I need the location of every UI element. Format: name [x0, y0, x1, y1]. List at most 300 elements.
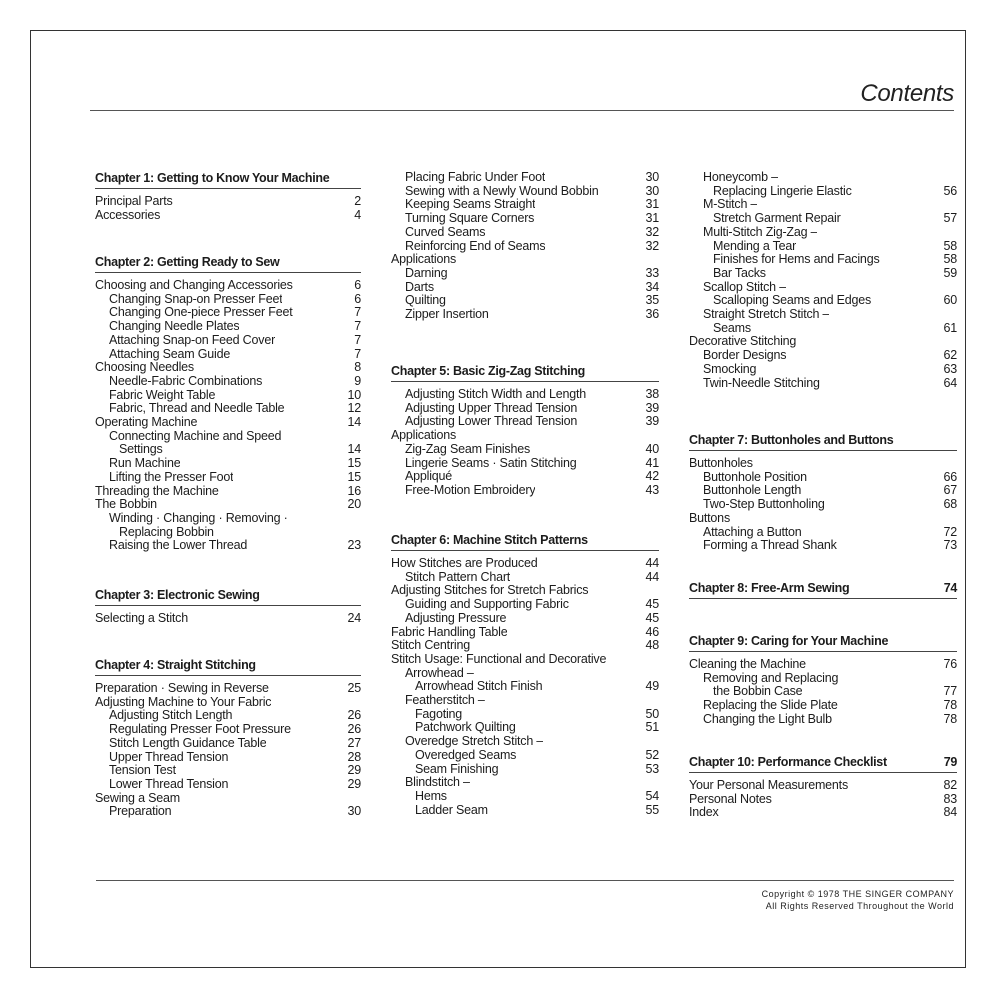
- toc-entry-page: 36: [645, 307, 659, 322]
- toc-entry-title: Adjusting Upper Thread Tension: [405, 401, 578, 415]
- toc-entry-title: Fagoting: [415, 707, 463, 721]
- chapter-heading-title: Chapter 5: Basic Zig-Zag Stitching: [391, 364, 585, 378]
- toc-entry-title: Arrowhead Stitch Finish: [415, 680, 543, 694]
- toc-entry-list: [95, 682, 361, 819]
- toc-entry-page: 7: [354, 332, 361, 347]
- toc-entry: [95, 471, 361, 485]
- toc-entry-page: 15: [347, 469, 361, 484]
- title-rule: [90, 110, 954, 111]
- toc-entry-title: Accessories: [95, 208, 161, 222]
- toc-entry-title: Multi-Stitch Zig-Zag –: [703, 225, 818, 239]
- toc-entry-title: Raising the Lower Thread: [109, 539, 248, 553]
- toc-entry-title: Scallop Stitch –: [703, 280, 786, 294]
- toc-entry-title: Smocking: [703, 362, 757, 376]
- chapter-heading-title: Chapter 3: Electronic Sewing: [95, 588, 260, 602]
- toc-entry-page: 78: [943, 711, 957, 726]
- toc-entry-title: Replacing Bobbin: [119, 525, 214, 539]
- toc-entry-title: Your Personal Measurements: [689, 779, 849, 792]
- toc-entry-title: The Bobbin: [95, 498, 157, 512]
- toc-entry: [95, 612, 361, 626]
- toc-entry-page: 38: [645, 387, 659, 401]
- toc-entry-title: Seams: [713, 321, 751, 335]
- toc-entry-title: Zig-Zag Seam Finishes: [405, 442, 531, 456]
- toc-entry-title: Adjusting Machine to Your Fabric: [95, 695, 272, 709]
- toc-entry-page: 66: [943, 469, 957, 484]
- toc-entry: [689, 198, 957, 212]
- toc-entry-title: Mending a Tear: [713, 239, 797, 253]
- toc-entry-page: 25: [347, 681, 361, 695]
- chapter-heading-page: 79: [943, 755, 957, 769]
- toc-entry-title: Twin-Needle Stitching: [703, 376, 820, 390]
- toc-entry-title: Personal Notes: [689, 792, 772, 806]
- toc-entry: [689, 281, 957, 295]
- toc-entry-page: 20: [347, 497, 361, 512]
- toc-entry-title: Quilting: [405, 294, 446, 308]
- toc-entry-title: Run Machine: [109, 457, 181, 471]
- toc-entry-title: How Stitches are Produced: [391, 557, 538, 570]
- toc-entry-title: Zipper Insertion: [405, 308, 489, 322]
- toc-entry-page: 15: [347, 456, 361, 471]
- toc-entry-title: Placing Fabric Under Foot: [405, 171, 546, 184]
- chapter-chapter-5: [391, 364, 659, 498]
- toc-entry-title: Settings: [119, 443, 163, 457]
- toc-entry: [391, 680, 659, 694]
- toc-entry-page: 30: [347, 804, 361, 819]
- toc-entry: [689, 484, 957, 498]
- toc-entry-page: 59: [943, 265, 957, 280]
- toc-entry-page: 2: [354, 194, 361, 208]
- toc-entry: [95, 696, 361, 710]
- toc-entry: [689, 685, 957, 699]
- toc-entry-page: 84: [943, 805, 957, 820]
- toc-entry: [391, 584, 659, 598]
- toc-entry-page: 52: [645, 747, 659, 762]
- toc-entry: [689, 335, 957, 349]
- toc-entry-page: 54: [645, 788, 659, 803]
- toc-entry-page: 78: [943, 698, 957, 713]
- toc-entry-title: Free-Motion Embroidery: [405, 483, 536, 497]
- toc-entry-page: 57: [943, 211, 957, 226]
- toc-entry: [689, 294, 957, 308]
- toc-entry: [391, 735, 659, 749]
- toc-entry-list: [689, 658, 957, 727]
- toc-entry-page: 82: [943, 778, 957, 792]
- toc-entry-title: Ladder Seam: [415, 803, 488, 817]
- toc-entry-page: 31: [645, 211, 659, 226]
- toc-entry-page: 6: [354, 278, 361, 292]
- toc-entry-title: Appliqué: [405, 470, 453, 484]
- toc-entry-title: Attaching Seam Guide: [109, 347, 231, 361]
- toc-entry-title: Changing Needle Plates: [109, 320, 240, 334]
- toc-entry-page: 67: [943, 483, 957, 498]
- toc-entry: [95, 526, 361, 540]
- toc-entry-page: 56: [943, 183, 957, 198]
- toc-entry-page: 68: [943, 497, 957, 512]
- toc-entry-page: 14: [347, 442, 361, 457]
- toc-entry-title: Preparation · Sewing in Reverse: [95, 682, 269, 695]
- chapter-heading-title: Chapter 9: Caring for Your Machine: [689, 634, 889, 648]
- toc-entry-title: Cleaning the Machine: [689, 658, 806, 671]
- toc-entry: [689, 713, 957, 727]
- toc-entry: [95, 751, 361, 765]
- toc-entry-title: Arrowhead –: [405, 666, 474, 680]
- toc-entry: [689, 212, 957, 226]
- toc-entry-page: 12: [347, 401, 361, 416]
- chapter-chapter-1: [95, 171, 361, 222]
- toc-entry: [95, 361, 361, 375]
- chapter-heading-title: Chapter 4: Straight Stitching: [95, 658, 256, 672]
- toc-entry-title: Two-Step Buttonholing: [703, 498, 825, 512]
- toc-entry-title: Applications: [391, 253, 457, 267]
- toc-entry-title: Lifting the Presser Foot: [109, 470, 234, 484]
- toc-entry: [95, 737, 361, 751]
- toc-entry-title: Buttonhole Length: [703, 484, 802, 498]
- toc-entry: [391, 294, 659, 308]
- toc-entry-title: Reinforcing End of Seams: [405, 239, 546, 253]
- toc-entry-page: 7: [354, 319, 361, 334]
- toc-entry-title: Stretch Garment Repair: [713, 212, 841, 226]
- toc-entry: [391, 557, 659, 571]
- toc-entry: [95, 334, 361, 348]
- toc-entry: [689, 267, 957, 281]
- toc-entry-title: Overedged Seams: [415, 748, 517, 762]
- toc-entry-page: 8: [354, 360, 361, 375]
- toc-entry-list: [391, 557, 659, 817]
- toc-entry-title: Blindstitch –: [405, 776, 470, 790]
- toc-entry-page: 32: [645, 238, 659, 253]
- toc-entry: [95, 195, 361, 209]
- toc-entry-page: 48: [645, 638, 659, 653]
- chapter-continued: [391, 171, 659, 322]
- toc-entry: [689, 185, 957, 199]
- toc-entry: [391, 598, 659, 612]
- toc-entry: [391, 308, 659, 322]
- toc-entry-page: 42: [645, 469, 659, 484]
- toc-entry-title: Hems: [415, 789, 447, 803]
- copyright-notice: [762, 888, 954, 912]
- toc-entry-title: Operating Machine: [95, 416, 198, 430]
- toc-entry-list: [391, 171, 659, 322]
- toc-entry: [391, 198, 659, 212]
- copyright-line-1: Copyright © 1978 THE SINGER COMPANY: [761, 889, 954, 899]
- toc-entry-page: 7: [354, 305, 361, 320]
- toc-entry: [95, 457, 361, 471]
- toc-entry-page: 44: [645, 569, 659, 584]
- toc-entry-title: Overedge Stretch Stitch –: [405, 735, 544, 749]
- toc-entry: [689, 253, 957, 267]
- toc-entry-title: Applications: [391, 429, 457, 443]
- toc-entry: [391, 763, 659, 777]
- chapter-heading-title: Chapter 1: Getting to Know Your Machine: [95, 171, 330, 185]
- toc-entry-page: 29: [347, 776, 361, 791]
- chapter-heading: [95, 588, 361, 606]
- toc-entry-page: 28: [347, 749, 361, 764]
- toc-entry-page: 27: [347, 735, 361, 750]
- toc-entry: [689, 658, 957, 672]
- toc-entry: [95, 539, 361, 553]
- toc-entry-page: 46: [645, 624, 659, 639]
- toc-entry-page: 44: [645, 556, 659, 570]
- toc-entry-page: 39: [645, 414, 659, 429]
- toc-entry-page: 23: [347, 538, 361, 553]
- toc-entry-page: 35: [645, 293, 659, 308]
- toc-entry-title: Preparation: [109, 805, 172, 819]
- toc-entry-title: Replacing Lingerie Elastic: [713, 184, 852, 198]
- chapter-heading: [689, 755, 957, 773]
- toc-entry-page: 53: [645, 761, 659, 776]
- toc-entry: [95, 209, 361, 223]
- toc-entry: [95, 416, 361, 430]
- toc-entry-title: Buttonhole Position: [703, 470, 807, 484]
- toc-entry-title: Lower Thread Tension: [109, 777, 229, 791]
- toc-entry-title: Darning: [405, 266, 448, 280]
- toc-entry-title: Buttons: [689, 511, 730, 525]
- toc-entry: [689, 308, 957, 322]
- toc-entry-title: Featherstitch –: [405, 694, 485, 708]
- toc-entry: [391, 749, 659, 763]
- toc-entry: [95, 778, 361, 792]
- toc-entry-title: Guiding and Supporting Fabric: [405, 598, 569, 612]
- toc-entry: [391, 790, 659, 804]
- toc-entry-title: Fabric, Thread and Needle Table: [109, 402, 285, 416]
- toc-entry-title: Changing Snap-on Presser Feet: [109, 292, 283, 306]
- chapter-heading: [95, 658, 361, 676]
- toc-entry-title: Stitch Centring: [391, 639, 470, 653]
- toc-entry-list: [689, 457, 957, 553]
- toc-entry: [689, 498, 957, 512]
- toc-entry-title: Regulating Presser Foot Pressure: [109, 723, 291, 737]
- toc-entry-title: Straight Stretch Stitch –: [703, 308, 830, 322]
- toc-entry-title: Fabric Handling Table: [391, 625, 508, 639]
- toc-entry: [689, 526, 957, 540]
- toc-entry-title: Adjusting Lower Thread Tension: [405, 415, 578, 429]
- chapter-chapter-7: [689, 433, 957, 553]
- toc-entry: [391, 402, 659, 416]
- toc-entry-page: 45: [645, 597, 659, 612]
- toc-entry: [391, 281, 659, 295]
- toc-entry-page: 10: [347, 387, 361, 402]
- toc-entry: [391, 212, 659, 226]
- toc-entry-title: Lingerie Seams · Satin Stitching: [405, 456, 577, 470]
- toc-entry-page: 62: [943, 348, 957, 363]
- toc-entry: [95, 293, 361, 307]
- toc-entry: [689, 471, 957, 485]
- toc-entry-list: [95, 279, 361, 553]
- toc-entry-title: Honeycomb –: [703, 171, 778, 184]
- toc-entry: [95, 402, 361, 416]
- toc-entry: [391, 484, 659, 498]
- toc-entry: [689, 240, 957, 254]
- toc-entry-page: 40: [645, 441, 659, 456]
- toc-entry-title: Adjusting Stitches for Stretch Fabrics: [391, 584, 589, 598]
- toc-entry: [391, 721, 659, 735]
- toc-entry-page: 24: [347, 611, 361, 625]
- toc-entry: [95, 498, 361, 512]
- chapter-heading-page: 74: [943, 581, 957, 595]
- toc-entry-list: [689, 171, 957, 390]
- toc-entry-title: Choosing and Changing Accessories: [95, 279, 293, 292]
- toc-entry: [391, 804, 659, 818]
- toc-entry-title: Sewing with a Newly Wound Bobbin: [405, 184, 599, 198]
- toc-entry: [391, 626, 659, 640]
- chapter-heading: [95, 171, 361, 189]
- toc-entry: [391, 443, 659, 457]
- toc-entry: [689, 793, 957, 807]
- toc-entry-title: M-Stitch –: [703, 198, 758, 212]
- toc-entry-page: 29: [347, 763, 361, 778]
- toc-entry-page: 26: [347, 722, 361, 737]
- toc-entry-list: [689, 779, 957, 820]
- toc-entry: [95, 430, 361, 444]
- toc-entry-page: 7: [354, 346, 361, 361]
- toc-entry-title: Turning Square Corners: [405, 212, 535, 226]
- toc-entry-title: Adjusting Pressure: [405, 611, 507, 625]
- chapter-heading: [391, 533, 659, 551]
- toc-entry-title: Changing One-piece Presser Feet: [109, 306, 293, 320]
- toc-entry-page: 50: [645, 706, 659, 721]
- toc-entry-title: Selecting a Stitch: [95, 612, 188, 625]
- toc-entry: [95, 709, 361, 723]
- toc-entry-title: Adjusting Stitch Width and Length: [405, 388, 587, 401]
- toc-entry: [391, 429, 659, 443]
- toc-entry-page: 16: [347, 483, 361, 498]
- toc-entry: [391, 415, 659, 429]
- toc-entry: [95, 279, 361, 293]
- toc-entry: [95, 375, 361, 389]
- toc-entry-page: 30: [645, 183, 659, 198]
- toc-entry: [95, 805, 361, 819]
- toc-entry-list: [95, 612, 361, 626]
- chapter-chapter-10: [689, 755, 957, 820]
- toc-entry-page: 61: [943, 320, 957, 335]
- toc-entry-page: 63: [943, 361, 957, 376]
- toc-entry: [391, 171, 659, 185]
- toc-entry-page: 76: [943, 657, 957, 671]
- toc-entry-page: 51: [645, 720, 659, 735]
- toc-entry: [391, 708, 659, 722]
- toc-entry-page: 31: [645, 197, 659, 212]
- chapter-chapter-9: [689, 634, 957, 727]
- toc-entry-list: [95, 195, 361, 222]
- copyright-line-2: All Rights Reserved Throughout the World: [765, 901, 954, 911]
- toc-entry-title: Fabric Weight Table: [109, 388, 216, 402]
- toc-entry: [391, 457, 659, 471]
- toc-entry: [689, 512, 957, 526]
- chapter-heading-title: Chapter 6: Machine Stitch Patterns: [391, 533, 588, 547]
- toc-entry-title: Removing and Replacing: [703, 671, 839, 685]
- toc-entry-title: Forming a Thread Shank: [703, 539, 837, 553]
- toc-entry-title: Replacing the Slide Plate: [703, 699, 838, 713]
- toc-entry-title: Connecting Machine and Speed: [109, 429, 282, 443]
- toc-entry: [689, 457, 957, 471]
- toc-entry: [391, 776, 659, 790]
- toc-entry-title: Border Designs: [703, 349, 787, 363]
- toc-entry: [391, 253, 659, 267]
- chapter-heading-title: Chapter 7: Buttonholes and Buttons: [689, 433, 894, 447]
- toc-entry: [95, 792, 361, 806]
- chapter-heading-title: Chapter 2: Getting Ready to Sew: [95, 255, 280, 269]
- chapter-chapter-6: [391, 533, 659, 817]
- toc-entry-page: 73: [943, 538, 957, 553]
- chapter-heading-title: Chapter 8: Free-Arm Sewing: [689, 581, 850, 595]
- chapter-heading: [689, 433, 957, 451]
- toc-entry-page: 14: [347, 415, 361, 430]
- toc-entry: [689, 349, 957, 363]
- toc-entry: [95, 485, 361, 499]
- toc-entry: [689, 672, 957, 686]
- toc-entry-page: 58: [943, 238, 957, 253]
- toc-entry-title: Darts: [405, 280, 434, 294]
- toc-entry-title: Patchwork Quilting: [415, 721, 516, 735]
- toc-entry-title: Seam Finishing: [415, 762, 499, 776]
- toc-entry: [95, 306, 361, 320]
- toc-entry-page: 45: [645, 610, 659, 625]
- toc-entry: [391, 226, 659, 240]
- footer-rule: [96, 880, 954, 881]
- toc-entry-title: Attaching Snap-on Feed Cover: [109, 333, 276, 347]
- toc-entry-title: Decorative Stitching: [689, 335, 797, 349]
- toc-entry-list: [391, 388, 659, 498]
- toc-entry-title: Sewing a Seam: [95, 791, 180, 805]
- toc-entry-title: Stitch Usage: Functional and Decorative: [391, 652, 607, 666]
- toc-entry: [391, 388, 659, 402]
- toc-entry: [95, 512, 361, 526]
- toc-entry-title: Curved Seams: [405, 225, 486, 239]
- toc-entry: [391, 612, 659, 626]
- toc-entry-title: Buttonholes: [689, 457, 753, 470]
- toc-entry-page: 34: [645, 279, 659, 294]
- toc-entry: [689, 377, 957, 391]
- toc-entry-page: 41: [645, 455, 659, 470]
- chapter-chapter-4: [95, 658, 361, 819]
- toc-entry-page: 58: [943, 252, 957, 267]
- toc-entry-page: 6: [354, 291, 361, 306]
- toc-entry: [689, 806, 957, 820]
- toc-entry: [391, 694, 659, 708]
- toc-entry-page: 83: [943, 791, 957, 806]
- toc-entry-page: 33: [645, 265, 659, 280]
- toc-entry: [391, 639, 659, 653]
- chapter-chapter-2: [95, 255, 361, 553]
- toc-entry-title: Threading the Machine: [95, 484, 219, 498]
- toc-entry: [391, 185, 659, 199]
- toc-entry-title: Attaching a Button: [703, 525, 802, 539]
- toc-entry-page: 60: [943, 293, 957, 308]
- toc-entry: [95, 443, 361, 457]
- toc-entry: [689, 363, 957, 377]
- toc-entry-page: 72: [943, 524, 957, 539]
- chapter-continued: [689, 171, 957, 390]
- toc-entry-title: Changing the Light Bulb: [703, 712, 832, 726]
- toc-entry-title: Stitch Length Guidance Table: [109, 736, 267, 750]
- chapter-heading: [689, 581, 957, 599]
- chapter-heading: [391, 364, 659, 382]
- toc-entry: [391, 470, 659, 484]
- toc-entry-page: 32: [645, 224, 659, 239]
- toc-entry-page: 77: [943, 684, 957, 699]
- toc-entry: [391, 240, 659, 254]
- chapter-chapter-3: [95, 588, 361, 626]
- toc-entry-title: Choosing Needles: [95, 361, 194, 375]
- toc-entry: [95, 320, 361, 334]
- toc-entry: [95, 348, 361, 362]
- toc-entry: [391, 667, 659, 681]
- toc-entry: [689, 699, 957, 713]
- toc-entry: [689, 779, 957, 793]
- toc-entry: [391, 653, 659, 667]
- page-title: Contents: [860, 80, 954, 107]
- toc-entry: [689, 322, 957, 336]
